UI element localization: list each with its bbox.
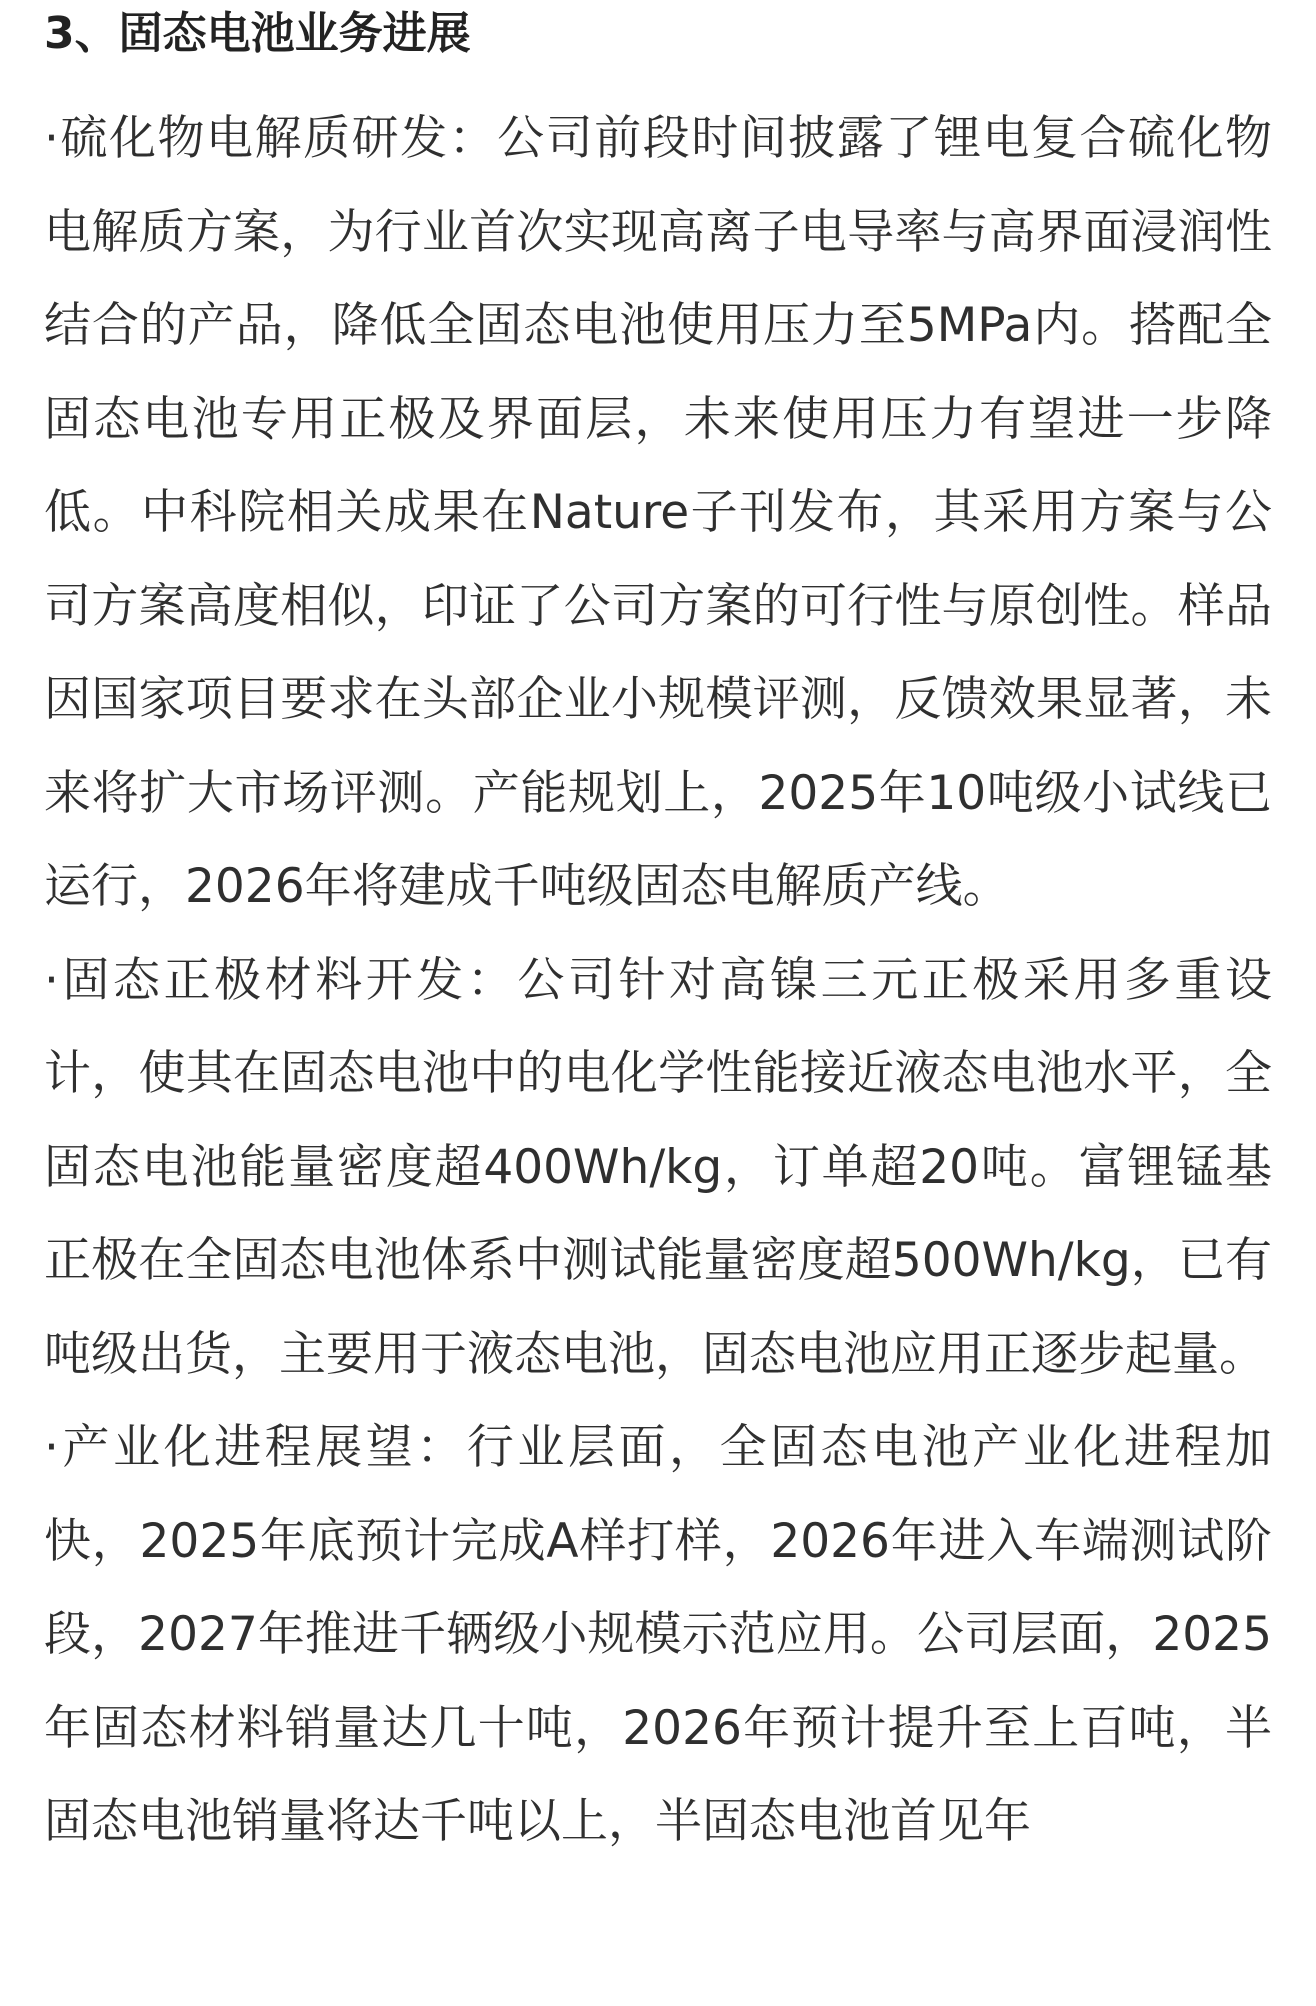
paragraph-text: 公司针对高镍三元正极采用多重设计，使其在固态电池中的电化学性能接近液态电池水平，全固态电池能量密度超400Wh/kg，订单超20吨。富锂锰基正极在全固态电池体系中测试能量密度超500Wh/kg，已有吨级出货，主要用于液态电池，固态电池应用正逐步起量。 <box>44 952 1273 1382</box>
paragraph-label: 硫化物电解质研发： <box>58 111 498 166</box>
bullet-marker: · <box>44 952 59 1008</box>
paragraph-label: 产业化进程展望： <box>58 1420 467 1475</box>
paragraph-solid-cathode <box>44 934 1272 1402</box>
paragraph-text: 行业层面，全固态电池产业化进程加快，2025年底预计完成A样打样，2026年进入车端测试阶段，2027年推进千辆级小规模示范应用。公司层面，2025年固态材料销量达几十吨，2026年预计提升至上百吨，半固态电池销量将达千吨以上，半固态电池首见年 <box>44 1420 1273 1849</box>
bullet-marker: · <box>44 1420 59 1475</box>
bullet-marker: · <box>44 111 59 166</box>
paragraph-label: 固态正极材料开发： <box>58 952 518 1008</box>
paragraph-industrialization <box>44 1401 1272 1869</box>
paragraph-text: 公司前段时间披露了锂电复合硫化物电解质方案，为行业首次实现高离子电导率与高界面浸润性结合的产品，降低全固态电池使用压力至5MPa内。搭配全固态电池专用正极及界面层，未来使用压力有望进一步降低。中科院相关成果在Nature子刊发布，其采用方案与公司方案高度相似，印证了公司方案的可行性与原创性。样品因国家项目要求在头部企业小规模评测，反馈效果显著，未来将扩大市场评测。产能规划上，2025年10吨级小试线已运行，2026年将建成千吨级固态电解质产线。 <box>44 111 1272 914</box>
article <box>44 0 1272 1869</box>
paragraph-sulfide-electrolyte <box>44 92 1272 934</box>
section-heading: 3、固态电池业务进展 <box>44 8 471 59</box>
